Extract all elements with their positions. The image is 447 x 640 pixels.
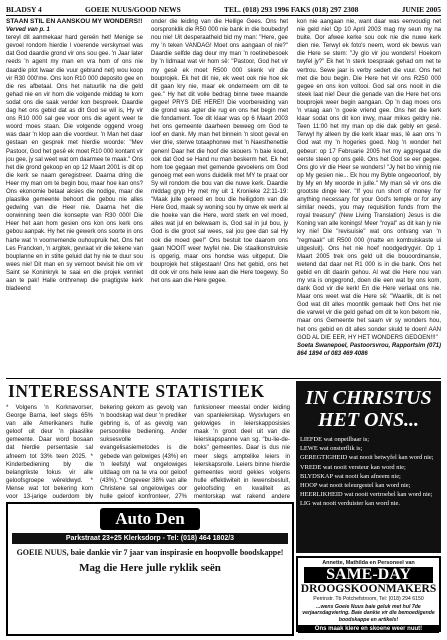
article-body-3: kon nie aangaan nie, want daar was eenvoudig net nie geld nie! Op 10 April 2003 mag my seun my na buite. Oor afwee kerke sou ook nie die nuwe kerk dien nie. Terwyl ek foto's neem, word ek bewus van die Here se stem: "Jy glo vir jou wonders! Hoekom twyfel jy?" Ek het 'n sterk toespraak gehad om net te vertrou. Sewe jaar is verby sedert die vuur. Ons het met die bou begin. Die Here het vir ons R250 000 gegee en ons kon voltooi. God sal ons nooit in die steek laat nie! Deur die genade van die Here het ons bouprojek weer begin aangaan. Op 'n dag moes ons 'n vraag aan 'n goeie vriend gee. Ons het die kerk klaar sodat ons dit kon inwy, maar mikes geldry nie. Teen 11:00 het my man op die dak gebly en gesê. Terwyl hy alleen by die kerk klaar was, lê aan ons 'n God wat my 'n hogeries goed. Nog 'n wonder het gebeur: op 17 Februarie 2005 het my aggregaat die eerste steen op ons gelê. Ons het God se eer gegee. Ons glo vir die Heer se wonders! "Jy het bo vinnig nie op My gesien nie... Ek hou my Byble ongeoorloof, bly by My en My woorde in julle." My man sê vir ons die grootste dinge leer. "If you run short of money for anything necessary for your God's temple or for any similar needs, you may requisition funds from the royal treasury" (New Living Translation) Jesus is die Koning van alle konings! Meer "royal" as dit kan jy nie kry nie! Die "revisuisie" wat ons ontvang van 'n "regmaak" uit R500 000 (matte en kombuiskaste ui uitgesluit). Ons het nie hoef noodgedrygvir. Op 1 Maart 2005 trek ons geld uit die bouoordinansie, wetend dat daar net R1 000 is in die bank. Ons het gebid en dit daarin gehou. Al wat die Here nou van my vra is ongegrond, doen die een wat by ons kom, dank God vir die kerk! En die Here verlaat ons nie. Maar ons weet wat die Here sê: "Waarlik, dit is net God wat dit alles moontlik gemaak het! Ons het nie die varwel vir die geld gehad om dit te kon bekom nie, maar ons Gemeente het saam vir sy wonders hou, het ons gebid en dit alles sonder skuld te doen! AAN GOD AL DIE EER, HY HET WONDERS GEDOEN!!!"	[297, 19, 441, 341]
sameday-message: ...wens Goeie Nuus baie geluk met hul 7de verjaarsdagviering. Baie dankie vir die bemoedigende boodskappe en artikels!	[302, 604, 435, 623]
list-item: VREDE wat nooit versteur kan word nie;	[300, 463, 406, 471]
in-christus-list	[300, 435, 437, 509]
autoden-logo: Auto Den	[100, 508, 200, 530]
sameday-owners: Annette, Mathilda en Personeel van	[322, 560, 415, 566]
sameday-logo: SAME-DAY	[304, 567, 433, 583]
article-column-3	[297, 18, 441, 378]
page-number: BLADSY 4	[6, 4, 42, 14]
stats-body-3: funksioneer meestal onder leiding van spanleierskap. Wysvlugers en gelowiges in leierskapposisies maak 'n groot deel uit van die leierskapspanne van sg. "bu-lie-de-boks" gemeentes. Daar is dus nie meer slegs amptelike leiers in leierskapsrolle. Leiers binne hierdie gemeentes word gekies volgens hulle effektiwiteit in lewensbesluit, geloofsding en kwaliteit as mentorskap wat rakend andere	[194, 405, 290, 499]
article-signature: Soeta Swanepoel, Pastoorsvrou, Rapportsim (071) 864 1894 of 083 469 4086	[297, 342, 441, 357]
sameday-address: Perrinstr. Tb Potchefstroom, Tel: (018) 294 6150	[313, 596, 424, 602]
autoden-address: Parkstraat 23+25 Klerksdorp - Tel: (018) 464 1802/3	[12, 533, 288, 544]
article-body-2: onder die leiding van die Heilige Gees. Ons het oorspronklik die R50 000 nie bank in die boubedryf nou nie! Uit desperaatheid bid my man: "Here, gee my 'n teken VANDAG! Moet ons aangaan of nie?" Daardie selfde dag deur my man 'n roetinebesoek by 'n lidmaat wat vir hom sê: "Pastoor, God het vir my gesê ek moet R500 000 skenk vir die bouprojek. Ek het dit nie, ek weet ook nie hoe ek dit gaan kry nie, maar ek onderneem om dit te gee." Hy het dit volle bedrag binne twee maande gegee! PRYS DIE HERE!! Die voorbereiding van die grond was agter die rug en ons het begin met die fondament. Toe dit klaar was op 6 Maart 2003 het ons gemeente daarheen beweeg om God te loof en dank. My man het binnein 'n sloot geval en vier drie, sterwe totaaphonwe met 'n Naesthenettie genen! Daar het die hoof die skouers 'n baie koud, ook dat God se Hand nu man beskerm het. Ek het hom toe gegaan met gemende gevoelens om God genoeg met een wons duidelik met MY te praat oor Sy wil rondom die bou van die nuwe kerk. Daardie middag gryp Hy met my uit 1 Kronieke 22:11-19: "Maak julle gereed en bou die heiligdom van die Here God, maak sy woning sou hy onwe ek werk al die hoeke van die Here, word sterk en vel moed, alles wat jul en bekwaam is, God sal in jul bou, jy God is die groot sal wees, sal jou gee dan sal Hy ook die moed gee!" Ons bestuit toe daarom ons gaan NOOIT weer twyfel nie. Die staalkonstruksie is opgerig, maar ons hondse was uitgeput. Die bouprojek het stilgestaan! Ons het gebid, ons het dit ook vir ons hele lewe aan die Here toegewy. So het ons aan die Here gegee.	[151, 19, 288, 284]
stats-column-2: bekering gekom as gevolg van 'n boodskap wat deur 'n prediker gebring is, of as gevolg van persoonlike bediening. Ander suksesvolle evangelisasiemetodes is die gebede van gelowiges (43%) en 'n leefstyl wat ongelowiges uitdaag om na te vra oor geloof (43%). * Ongeveer 38% van alle Christene sal ongelowiges oor hulle geloof konfronteer, 27%	[100, 405, 187, 499]
stats-column-3	[194, 404, 290, 499]
autoden-message: GOEIE NUUS, baie dankie vir 7 jaar van inspirasie en hoopvolle boodskappe!	[16, 548, 284, 557]
list-item: GEREGTIGHEID wat nooit betwyfel kan word nie;	[300, 454, 434, 462]
stats-column-1: * Volgens 'n Korknavorser, George Barna, leef slegs 65% van alle Amerikaners hulle geloof uit deur 'n plaaslike gemeente. Daar word bosaan dat hierdie persentasie sal afneem tot 33% teen 2025. * Kinderbediening bly die belangrikste fokus vir alle geloofsgroepe wêreldwyd. * Mense wat tot bekering kom voor 13-jarige ouderdom bly	[6, 405, 93, 499]
list-item: LEWE wat onsterflik is;	[300, 445, 363, 453]
article-body-1: tereyl dit aanmekaar hard gereën het! Menige se gevoel rondom hierdie l voerende verskynsel was dat God daardie grond vir ons sou gee. 'n Jaar later reeds 'n agent my man en vra hom of ons nie daardie plot lwaar die vuur gebrand net) wou koop vir R30 000'me. Ons kon R10 000 deposito gee en die res afbetaal. Ons het natuurlik na die geld gehad nie en vir hom die volgende middag te kom sodat ons die saak verder kon bespreek. Daardie dag het ons gebid dat as dit God se wil is, Hy vir ons R10 000 sal gee voor ons die agent weer te woord moes staan. Die volgende oggend vroeg was daar 'n klop aan die voordeur. 'n Man het daar gestaan en gesprek met hierdie woorde: "Mev Pastoor, God het gesê ek moet R10 000 kontant vir jou gee, jy sal weet wat om daarmee te maak." Ons het die grond gekoop en op 12 Maart 2001 is dit op die kerk se naam geregistreer. Daarna dring die Heer my man om te begin bou, maar hoe kan ons? Ons ekonomie betaal aksies die nodige, maar die plaaslike gemeente behoort die gebou nie alles gedwing van die Heer nie. Daarna het die oorwinning teen die konsepte van R30 000! Die Heer het aan hom gesien ons kon ons kerk ons gebou aanpak. Hy het nie gewerk ons soorte in ons harte wat 'n voornemende ouhoupruik het. Ons het Les Francken, 'n argitek, gevraat vir die tekene van bouplanne en in stilte geluid dat hy nie te duur sou wees nie! Dit man en sy vernoot bevisit hie om vir Saint se Koninkryk te saai en die projek venniet aan te pak! Halle onthrenwp die pragtigste kerk bladeend	[6, 35, 143, 293]
list-item: LIG wat nooit verduister kan word nie.	[300, 500, 400, 508]
list-item: LIEFDE wat onpeilbaar is;	[300, 436, 370, 443]
autoden-advert	[6, 502, 294, 636]
contact-line: TEL. (018) 293 1996 FAKS (018) 297 2308	[223, 4, 359, 14]
issue-date: JUNIE 2005	[401, 4, 441, 14]
article-title: STAAN STIL EN AANSKOU MY WONDERS!!	[6, 18, 143, 25]
list-item: HOOP wat nooit teleurgestel kan word nie;	[300, 482, 411, 490]
article-continued-note: Verved van p. 1	[6, 27, 50, 34]
list-item: HEERLIKHEID wat nooit vertroebel kan word nie;	[300, 491, 433, 499]
newspaper-name: GOEIE NUUS/GOOD NEWS	[84, 4, 181, 14]
article-column-1	[6, 18, 143, 378]
autoden-blessing: Mag die Here julle ryklik seën	[79, 562, 221, 574]
section-divider	[6, 378, 441, 379]
sameday-advert	[296, 556, 441, 632]
statistics-heading: INTERESSANTE STATISTIEK	[8, 381, 265, 401]
sameday-tagline: Ons maak klere en skoene weer nuut!	[298, 625, 439, 633]
article-column-2	[151, 18, 288, 378]
sameday-subtitle: DROOGSKOONMAKERS	[300, 583, 437, 595]
page-header	[6, 3, 441, 16]
list-item: BLYDSKAP wat nooit kan afneem nie;	[300, 472, 401, 480]
in-christus-title: IN CHRISTUS HET ONS...	[305, 387, 432, 431]
in-christus-box	[296, 381, 441, 553]
